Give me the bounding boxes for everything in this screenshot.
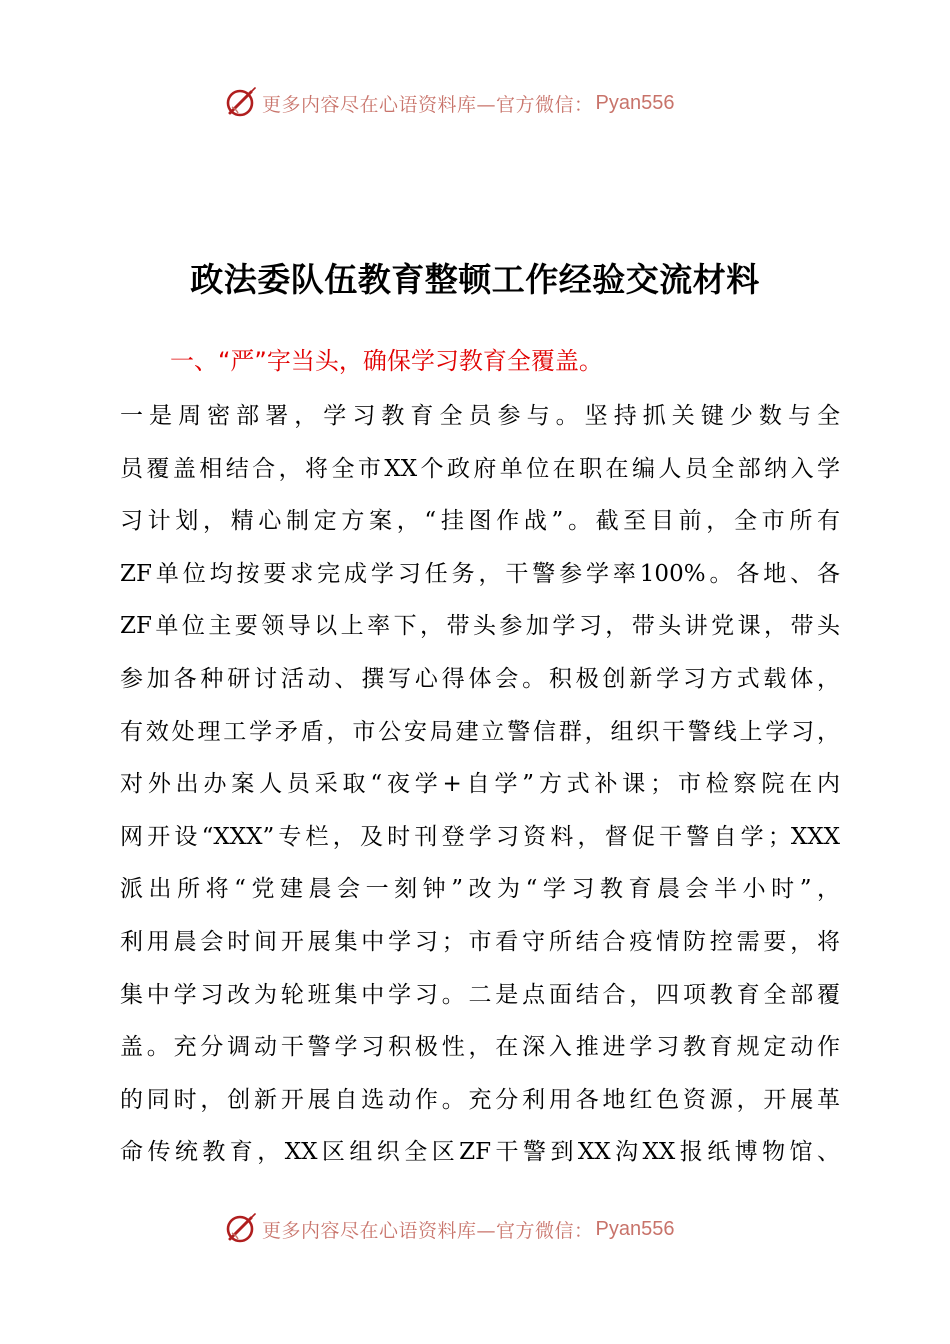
document-title: 政法委队伍教育整顿工作经验交流材料 <box>190 260 760 299</box>
body-line: 派出所将“党建晨会一刻钟”改为“学习教育晨会半小时”， <box>120 876 840 903</box>
header-slogan: 更多内容尽在心语资料库—官方微信： <box>262 93 594 116</box>
header-wechat-id: Pyan556 <box>595 91 675 114</box>
body-line: 有效处理工学矛盾，市公安局建立警信群，组织干警线上学习， <box>120 718 840 745</box>
pen-circle-logo-icon <box>224 86 258 120</box>
footer-banner <box>224 1212 744 1246</box>
pen-circle-logo-icon <box>224 1212 258 1246</box>
body-line: 利用晨会时间开展集中学习；市看守所结合疫情防控需要，将 <box>120 928 840 955</box>
body-line: ZF单位主要领导以上率下，带头参加学习，带头讲党课，带头 <box>120 613 840 640</box>
body-line: 习计划，精心制定方案，“挂图作战”。截至目前，全市所有 <box>120 508 840 535</box>
body-text <box>120 390 840 1179</box>
body-line: 集中学习改为轮班集中学习。二是点面结合，四项教育全部覆 <box>120 981 840 1008</box>
header-banner <box>224 86 744 120</box>
body-line: 员覆盖相结合，将全市XX个政府单位在职在编人员全部纳入学 <box>120 455 840 482</box>
body-line: 盖。充分调动干警学习积极性，在深入推进学习教育规定动作 <box>120 1034 840 1061</box>
body-line: 一是周密部署，学习教育全员参与。坚持抓关键少数与全 <box>120 403 840 429</box>
section-heading: 一、“严”字当头，确保学习教育全覆盖。 <box>170 347 603 375</box>
body-line: 的同时，创新开展自选动作。充分利用各地红色资源，开展革 <box>120 1086 840 1113</box>
body-line: 参加各种研讨活动、撰写心得体会。积极创新学习方式载体， <box>120 665 840 692</box>
footer-slogan: 更多内容尽在心语资料库—官方微信： <box>262 1219 594 1242</box>
footer-wechat-id: Pyan556 <box>595 1217 675 1240</box>
body-line: 命传统教育，XX区组织全区ZF干警到XX沟XX报纸博物馆、 <box>120 1139 840 1166</box>
body-line: 对外出办案人员采取“夜学+自学”方式补课；市检察院在内 <box>120 771 840 798</box>
body-line: ZF单位均按要求完成学习任务，干警参学率100%。各地、各 <box>120 560 840 587</box>
body-line: 网开设“XXX”专栏，及时刊登学习资料，督促干警自学；XXX <box>120 823 840 850</box>
